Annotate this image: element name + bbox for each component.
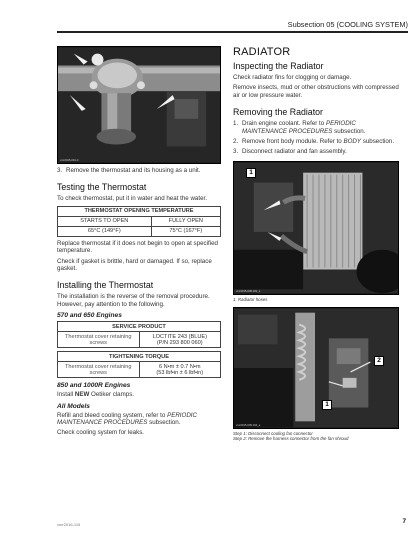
torque-imperial: (53 lbf•in ± 6 lbf•in) [156, 369, 204, 376]
table-cell-value [139, 332, 221, 348]
photo-reference-tag: vmr2015-009-194_a [236, 423, 261, 427]
callout-1-fan-connector: 1 [322, 400, 332, 410]
page-number: 7 [402, 518, 406, 525]
thermostat-temperature-table [57, 206, 221, 237]
install-oetiker-paragraph [57, 391, 221, 398]
subsection-header: Subsection 05 (COOLING SYSTEM) [57, 20, 408, 33]
radiator-hoses-photo [233, 161, 399, 295]
torque-metric: 6 N•m ± 0.7 N•m [159, 363, 201, 370]
tightening-torque-table [57, 351, 221, 378]
product-name: LOCTITE 243 (BLUE) [152, 333, 207, 340]
testing-paragraph-3: Check if gasket is brittle, hard or damaged. If so, replace gasket. [57, 257, 212, 273]
check-leaks-paragraph: Check cooling system for leaks. [57, 429, 145, 437]
table-title: SERVICE PRODUCT [58, 322, 221, 332]
step-text-pre: Drain engine coolant. Refer to [242, 120, 326, 128]
inspecting-radiator-heading: Inspecting the Radiator [233, 61, 324, 71]
thermostat-housing-photo [57, 46, 221, 164]
testing-paragraph-2: Replace thermostat if it does not begin to open at specified temperature. [57, 239, 218, 255]
inspect-paragraph-1: Check radiator fins for clogging or damage. [233, 74, 352, 81]
document-code: vmr2016-115 [57, 522, 81, 527]
step-text [242, 138, 399, 145]
engines-570-650-subhead: 570 and 650 Engines [57, 312, 122, 320]
right-column [233, 46, 399, 441]
step-number: 2. [233, 138, 239, 146]
installing-thermostat-heading: Installing the Thermostat [57, 280, 154, 291]
table-header-starts-to-open: STARTS TO OPEN [58, 216, 152, 226]
left-column [57, 46, 221, 440]
step-text-post: subsection. [332, 127, 366, 135]
fan-connector-caption-2: Step 2: Remove the harness connector from the fan shroud [233, 435, 349, 441]
step-number: 3. [233, 148, 239, 156]
radiator-illustration [234, 162, 398, 294]
thermostat-step-3 [57, 167, 221, 174]
step-text [242, 120, 399, 135]
step-number: 3. [57, 167, 63, 174]
testing-thermostat-heading: Testing the Thermostat [57, 182, 147, 193]
thermostat-illustration [58, 47, 220, 163]
step-number: 1. [233, 120, 239, 128]
table-header-fully-open: FULLY OPEN [151, 216, 220, 226]
removing-radiator-heading: Removing the Radiator [233, 107, 323, 118]
remove-step-3 [233, 148, 399, 155]
remove-step-1 [233, 120, 399, 135]
service-product-table [57, 321, 221, 348]
fan-connector-illustration [234, 308, 398, 428]
step-text: Remove the thermostat and its housing as a unit. [66, 167, 201, 174]
all-models-subhead: All Models [57, 402, 90, 410]
periodic-maintenance-reference[interactable]: PERIODIC MAINTENANCE PROCEDURES [57, 411, 197, 427]
periodic-maintenance-reference[interactable]: PERIODIC MAINTENANCE PROCEDURES [242, 120, 356, 135]
remove-step-2 [233, 138, 399, 145]
table-cell-start-temp: 65°C (149°F) [58, 226, 152, 236]
callout-1-radiator-hoses: 1 [246, 168, 256, 178]
radiator-heading: RADIATOR [233, 46, 291, 58]
oetiker-new-emphasis: NEW [74, 391, 90, 399]
refill-paragraph [57, 412, 221, 427]
oetiker-text-pre: Install [57, 391, 75, 399]
engines-850-1000r-subhead: 850 and 1000R Engines [57, 382, 131, 390]
fan-connector-caption-1: Step 1: Disconnect cooling fan connector [233, 430, 313, 436]
refill-text-post: subsection. [147, 419, 181, 427]
step-text-post: subsection. [361, 138, 395, 146]
testing-paragraph-1: To check thermostat, put it in water and heat the water. [57, 195, 207, 203]
step-text-pre: Remove front body module. Refer to [242, 138, 344, 146]
table-cell-open-temp: 75°C (167°F) [151, 226, 220, 236]
inspect-paragraph-2: Remove insects, mud or other obstructions with compressed air or low pressure water. [233, 84, 399, 99]
table-cell-label: Thermostat cover retaining screws [58, 332, 140, 348]
table-title: TIGHTENING TORQUE [58, 352, 221, 362]
radiator-hoses-caption: 1. Radiator hoses [233, 296, 268, 302]
refill-text-pre: Refill and bleed cooling system, refer to [57, 411, 168, 419]
photo-reference-tag: vmr2015-001-C [60, 159, 79, 162]
oetiker-text-post: Oetiker clamps. [89, 391, 135, 399]
table-title: THERMOSTAT OPENING TEMPERATURE [58, 206, 221, 216]
photo-reference-tag: vmr2015-008-182_a [236, 289, 261, 293]
install-paragraph-1: The installation is the reverse of the removal procedure. However, pay attention to the following. [57, 293, 210, 308]
table-cell-label: Thermostat cover retaining screws [58, 362, 140, 378]
body-reference[interactable]: BODY [343, 138, 362, 146]
product-part-number: (P/N 293 800 060) [156, 339, 203, 346]
callout-2-harness-connector: 2 [374, 356, 384, 366]
cooling-fan-connector-photo [233, 307, 399, 429]
table-cell-value [139, 362, 221, 378]
step-text: Disconnect radiator and fan assembly. [242, 148, 347, 156]
